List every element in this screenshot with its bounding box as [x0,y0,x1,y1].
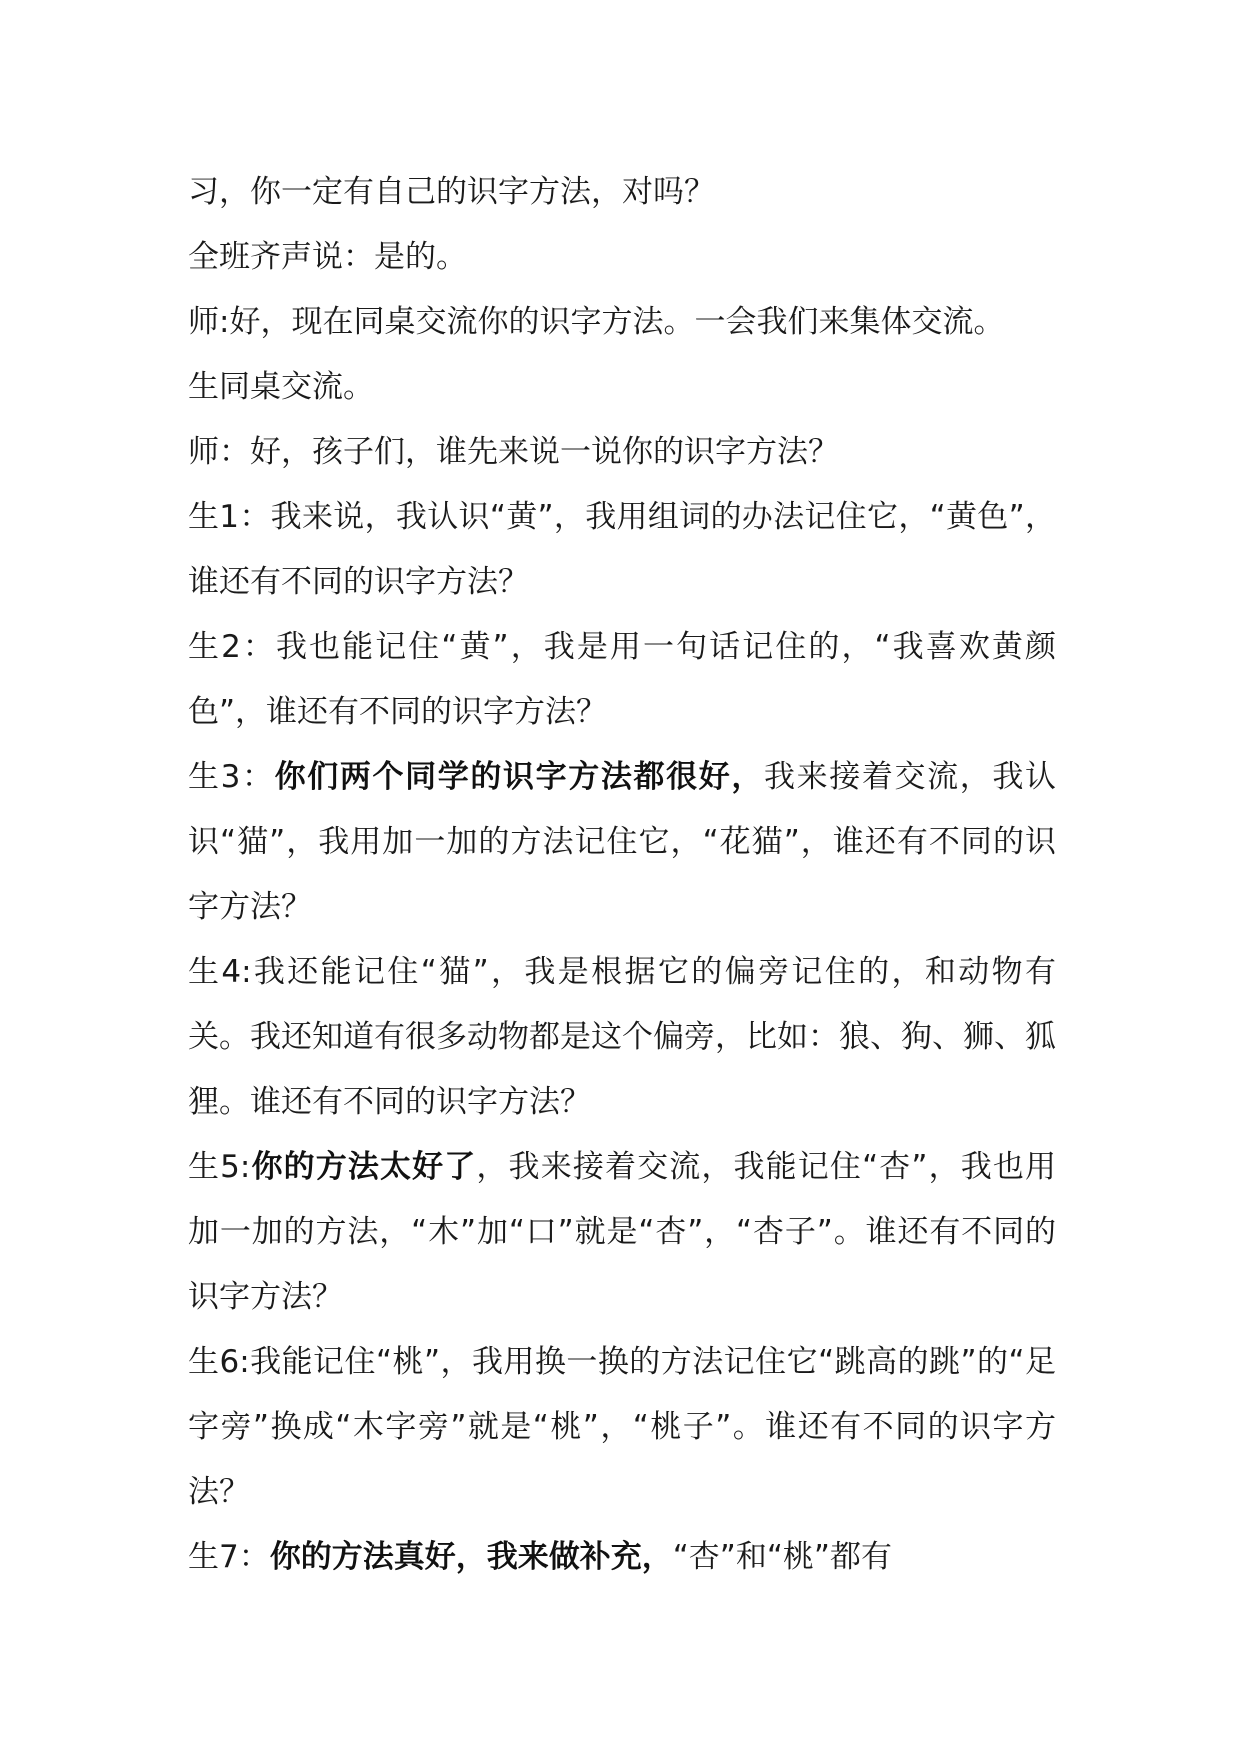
bold-text-segment: 你的方法真好，我来做补充， [269,1539,673,1575]
text-segment: 生1：我来说，我认识“黄”，我用组词的办法记住它，“黄色”，谁还有不同的识字方法？ [188,499,1056,600]
text-segment: 生7： [188,1539,270,1575]
bold-text-segment: 你的方法太好了 [250,1149,477,1185]
text-segment: 生3： [188,759,275,795]
text-segment: 生2：我也能记住“黄”，我是用一句话记住的，“我喜欢黄颜色”，谁还有不同的识字方法？ [188,629,1056,730]
text-segment: “杏”和“桃”都有 [672,1539,892,1575]
text-segment: 我来接着交流，我认识“猫”，我用加一加的方法记住它，“花猫”，谁还有不同的识字方法？ [188,759,1057,925]
text-segment: 师：好，孩子们，谁先来说一说你的识字方法？ [188,434,839,470]
paragraph [188,1525,1056,1590]
text-segment: 生5: [188,1149,251,1185]
paragraph [188,615,1056,745]
paragraph [188,290,1056,355]
bold-text-segment: 你们两个同学的识字方法都很好， [274,759,764,795]
document-body [188,160,1056,1590]
paragraph [188,225,1056,290]
paragraph [188,160,1056,225]
text-segment: 师:好，现在同桌交流你的识字方法。一会我们来集体交流。 [188,304,1005,340]
paragraph [188,940,1056,1135]
paragraph [188,745,1056,940]
paragraph [188,1135,1056,1330]
paragraph [188,1330,1056,1525]
paragraph [188,420,1056,485]
text-segment: 生同桌交流。 [188,369,374,405]
paragraph [188,355,1056,420]
paragraph [188,485,1056,615]
text-segment: ，我来接着交流，我能记住“杏”，我也用加一加的方法，“木”加“口”就是“杏”，“杏子”。谁还有不同的识字方法？ [188,1149,1057,1315]
text-segment: 生6:我能记住“桃”，我用换一换的方法记住它“跳高的跳”的“足字旁”换成“木字旁”就是“桃”，“桃子”。谁还有不同的识字方法？ [188,1344,1056,1510]
text-segment: 习，你一定有自己的识字方法，对吗？ [188,174,715,210]
text-segment: 全班齐声说：是的。 [188,239,467,275]
text-segment: 生4:我还能记住“猫”，我是根据它的偏旁记住的，和动物有关。我还知道有很多动物都是这个偏旁，比如：狼、狗、狮、狐狸。谁还有不同的识字方法？ [188,954,1056,1120]
